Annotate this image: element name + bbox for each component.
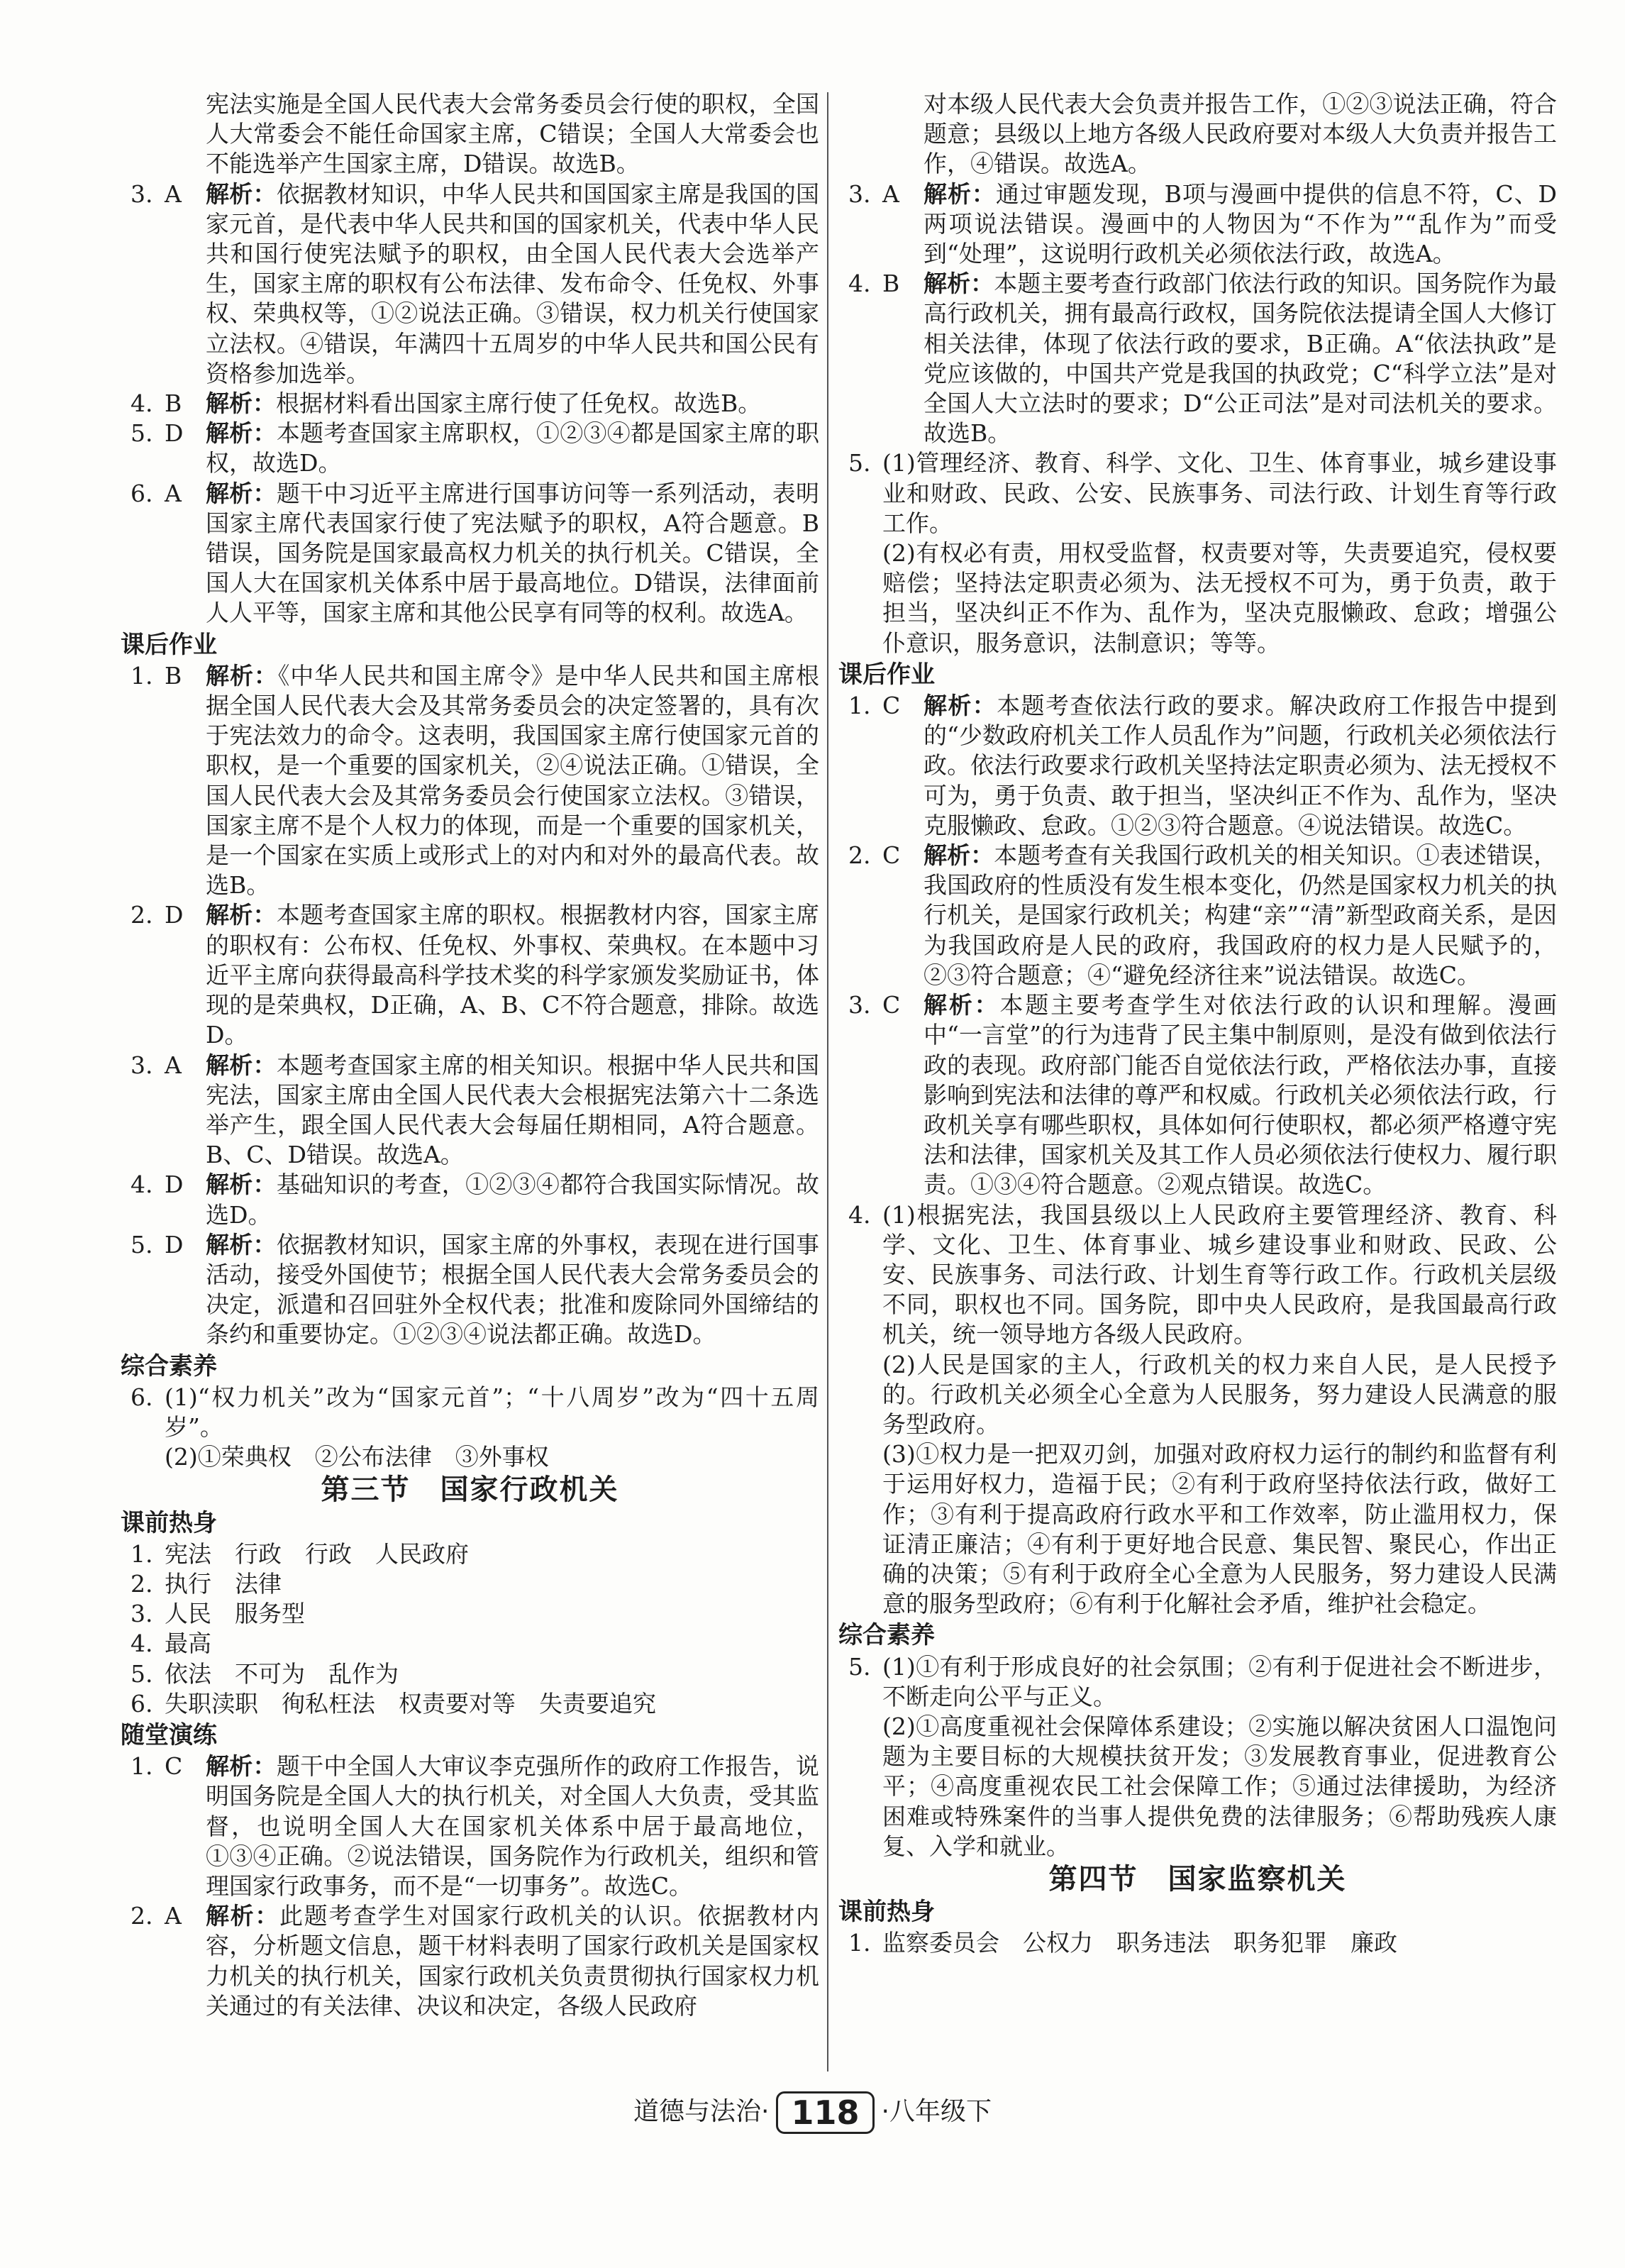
item-number: 6.	[131, 479, 153, 507]
item-text: (1)管理经济、教育、科学、文化、卫生、体育事业，城乡建设事业和财政、民政、公安、民族事务、司法行政、计划生育等行政工作。	[882, 449, 1557, 537]
item-text: 监察委员会 公权力 职务违法 职务犯罪 廉政	[882, 1929, 1397, 1957]
item-text	[206, 1230, 819, 1350]
item-text: (2)有权必有责，用权受监督，权责要对等，失责要追究，侵权要赔偿；坚持法定职责必须为、法无授权不可为，勇于负责，敢于担当，坚决纠正不作为、乱作为，坚决克服懒政、怠政；增强公仆意识，服务意识，法制意识；等等。	[882, 539, 1557, 657]
item-number: 5.	[131, 1659, 153, 1688]
list-item	[838, 1928, 1557, 1958]
item-text: (1)“权力机关”改为“国家元首”；“十八周岁”改为“四十五周岁”。	[165, 1383, 819, 1441]
paragraph: 宪法实施是全国人民代表大会常务委员会行使的职权，全国人大常委会不能任命国家主席，C错误；全国人大常委会也不能选举产生国家主席，D错误。故选B。	[206, 90, 819, 178]
section-heading-homework: 课后作业	[838, 660, 935, 689]
analysis-text: 通过审题发现，B项与漫画中提供的信息不符，C、D两项说法错误。漫画中的人物因为“不作为”“乱作为”而受到“处理”，这说明行政机关必须依法行政，故选A。	[924, 179, 1557, 268]
analysis-text: 本题考查有关我国行政机关的相关知识。①表述错误，我国政府的性质没有发生根本变化，仍然是国家权力机关的执行机关，是国家行政机关；构建“亲”“清”新型政商关系，是因为我国政府是人民的政府，我国政府的权力是人民赋予的，②③符合题意；④“避免经济往来”说法错误。故选C。	[924, 841, 1558, 989]
answer-letter: D	[165, 1171, 184, 1199]
item-number: 2.	[848, 841, 871, 870]
item-number: 3.	[131, 1600, 153, 1628]
item-text	[206, 179, 819, 389]
item-text: 执行 法律	[165, 1569, 282, 1598]
item-number: 1.	[131, 1752, 153, 1781]
answer-letter: B	[165, 661, 182, 690]
item-number: 4.	[131, 1630, 153, 1658]
analysis-label: 解析：	[206, 901, 277, 929]
item-number: 4.	[131, 389, 153, 418]
answer-letter: D	[165, 1230, 184, 1259]
analysis-text: 本题主要考查行政部门依法行政的知识。国务院作为最高行政机关，拥有最高行政权，国务院依法提请全国人大修订相关法律，体现了依法行政的要求，B正确。A“依法执政”是党应该做的，中国共产党是我国的执政党；C“科学立法”是对全国人大立法时的要求；D“公正司法”是对司法机关的要求。故选B。	[924, 270, 1558, 448]
item-number: 4.	[848, 1200, 871, 1229]
list-item	[121, 419, 819, 478]
item-text	[206, 1901, 819, 2021]
item-number: 3.	[848, 991, 871, 1019]
footer-subject: 道德与法治·	[633, 2097, 770, 2126]
item-number: 6.	[131, 1383, 153, 1411]
analysis-label: 解析：	[924, 991, 1000, 1019]
answer-letter: A	[165, 1902, 182, 1930]
analysis-text: 根据材料看出国家主席行使了任免权。故选B。	[276, 389, 762, 418]
item-text: 失职渎职 徇私枉法 权责要对等 失责要追究	[165, 1689, 656, 1717]
answer-letter: C	[882, 841, 901, 870]
answer-letter: A	[165, 1051, 182, 1079]
analysis-text: 本题考查国家主席职权，①②③④都是国家主席的职权，故选D。	[206, 419, 820, 477]
item-text: (2)①荣典权 ②公布法律 ③外事权	[165, 1443, 549, 1471]
analysis-text: 《中华人民共和国主席令》是中华人民共和国主席根据全国人民代表大会及其常务委员会的决定签署的，具有次于宪法效力的命令。这表明，我国国家主席行使国家元首的职权，是一个重要的国家机关，②④说法正确。①错误，全国人民代表大会及其常务委员会行使国家立法权。③错误，国家主席不是个人权力的体现，而是一个重要的国家机关，是一个国家在实质上或形式上的对内和对外的最高代表。故选B。	[206, 661, 820, 900]
list-item	[121, 1689, 819, 1719]
item-number: 5.	[848, 449, 871, 477]
item-number: 4.	[848, 270, 871, 298]
item-text	[206, 1170, 819, 1229]
item-text	[206, 479, 819, 629]
analysis-text: 依据教材知识，中华人民共和国国家主席是我国的国家元首，是代表中华人民共和国的国家机关，代表中华人民共和国行使宪法赋予的职权，由全国人民代表大会选举产生，国家主席的职权有公布法律、发布命令、任免权、外事权、荣典权等，①②说法正确。③错误，权力机关行使国家立法权。④错误，年满四十五周岁的中华人民共和国公民有资格参加选举。	[206, 179, 820, 387]
list-item	[121, 661, 819, 901]
item-text	[206, 661, 819, 901]
list-item	[121, 479, 819, 629]
item-number: 1.	[131, 1539, 153, 1568]
answer-letter: B	[165, 389, 182, 418]
section-heading-practice: 随堂演练	[121, 1720, 217, 1749]
list-item	[838, 990, 1557, 1200]
item-text: (1)根据宪法，我国县级以上人民政府主要管理经济、教育、科学、文化、卫生、体育事业、城乡建设事业和财政、民政、公安、民族事务、司法行政、计划生育等行政工作。行政机关层级不同，职权也不同。国务院，即中央人民政府，是我国最高行政机关，统一领导地方各级人民政府。	[882, 1200, 1557, 1349]
answer-letter: D	[165, 901, 184, 929]
answer-letter: D	[165, 419, 184, 448]
item-text	[206, 900, 819, 1050]
analysis-label: 解析：	[924, 270, 994, 298]
analysis-text: 依据教材知识，国家主席的外事权，表现在进行国事活动，接受外国使节；根据全国人民代表大会常务委员会的决定，派遣和召回驻外全权代表；批准和废除同外国缔结的条约和重要协定。①②③④说法都正确。故选D。	[206, 1230, 820, 1349]
item-number: 3.	[131, 1051, 153, 1079]
item-text: (3)①权力是一把双刃剑，加强对政府权力运行的制约和监督有利于运用好权力，造福于民；②有利于政府坚持依法行政，做好工作；③有利于提高政府行政水平和工作效率，防止滥用权力，保证清正廉洁；④有利于更好地合民意、集民智、聚民心，作出正确的决策；⑤有利于政府全心全意为人民服务，努力建设人民满意的服务型政府；⑥有利于化解社会矛盾，维护社会稳定。	[882, 1440, 1557, 1618]
list-item	[121, 1383, 819, 1442]
paragraph: 对本级人民代表大会负责并报告工作，①②③说法正确，符合题意；县级以上地方各级人民政府要对本级人大负责并报告工作，④错误。故选A。	[924, 90, 1557, 178]
list-item	[121, 1051, 819, 1171]
item-text: (1)①有利于形成良好的社会氛围；②有利于促进社会不断进步，不断走向公平与正义。	[882, 1652, 1557, 1710]
item-number: 2.	[131, 1569, 153, 1598]
item-number: 1.	[848, 1929, 871, 1957]
analysis-label: 解析：	[924, 179, 996, 208]
list-item	[121, 1752, 819, 1901]
item-text	[206, 389, 819, 419]
page-number: 118	[776, 2091, 874, 2134]
section-heading-warmup: 课前热身	[121, 1508, 217, 1537]
list-item	[121, 179, 819, 389]
list-item	[121, 1230, 819, 1350]
list-item	[121, 389, 819, 419]
analysis-label: 解析：	[206, 1752, 277, 1781]
analysis-label: 解析：	[206, 1171, 277, 1199]
list-item	[838, 691, 1557, 841]
column-divider	[827, 92, 828, 2071]
item-text	[924, 269, 1557, 448]
left-column	[121, 89, 819, 2021]
analysis-text: 本题考查依法行政的要求。解决政府工作报告中提到的“少数政府机关工作人员乱作为”问题，行政机关必须依法行政。依法行政要求行政机关坚持法定职责必须为、法无授权不可为，勇于负责、敢于担当，坚决纠正不作为、乱作为，坚决克服懒政、怠政。①②③符合题意。④说法错误。故选C。	[924, 692, 1558, 839]
analysis-text: 本题考查国家主席的职权。根据教材内容，国家主席的职权有：公布权、任免权、外事权、荣典权。在本题中习近平主席向获得最高科学技术奖的科学家颁发奖励证书，体现的是荣典权，D正确，A、B、C不符合题意，排除。故选D。	[206, 901, 820, 1049]
item-text: 人民 服务型	[165, 1600, 305, 1628]
section-heading-warmup: 课前热身	[838, 1898, 935, 1927]
analysis-label: 解析：	[206, 479, 277, 507]
item-number: 6.	[131, 1689, 153, 1717]
list-item	[121, 1901, 819, 2021]
item-number: 4.	[131, 1171, 153, 1199]
item-text	[924, 179, 1557, 270]
section-title-3: 第三节 国家行政机关	[321, 1473, 619, 1507]
analysis-label: 解析：	[206, 1051, 277, 1079]
item-text	[924, 691, 1557, 841]
answer-letter: A	[165, 179, 182, 208]
item-number: 2.	[131, 1902, 153, 1930]
analysis-label: 解析：	[206, 389, 276, 418]
analysis-text: 基础知识的考查，①②③④都符合我国实际情况。故选D。	[206, 1171, 820, 1229]
list-item	[121, 1599, 819, 1629]
answer-letter: A	[165, 479, 182, 507]
section-heading-comprehensive: 综合素养	[838, 1621, 935, 1650]
list-item	[838, 179, 1557, 270]
item-text	[924, 990, 1557, 1200]
item-text: 宪法 行政 行政 人民政府	[165, 1539, 469, 1568]
list-item	[121, 1170, 819, 1229]
analysis-text: 题干中全国人大审议李克强所作的政府工作报告，说明国务院是全国人大的执行机关，对全国人大负责，受其监督，也说明全国人大在国家机关体系中居于最高地位，①③④正确。②说法错误，国务院作为行政机关，组织和管理国家行政事务，而不是“一切事务”。故选C。	[206, 1752, 820, 1900]
list-item	[121, 1629, 819, 1659]
analysis-text: 本题主要考查学生对依法行政的认识和理解。漫画中“一言堂”的行为违背了民主集中制原则，是没有做到依法行政的表现。政府部门能否自觉依法行政，严格依法办事，直接影响到宪法和法律的尊严和权威。行政机关必须依法行政，行政机关享有哪些职权，具体如何行使职权，都必须严格遵守宪法和法律，国家机关及其工作人员必须依法行使权力、履行职责。①③④符合题意。②观点错误。故选C。	[924, 991, 1557, 1199]
item-text: (2)①高度重视社会保障体系建设；②实施以解决贫困人口温饱问题为主要目标的大规模扶贫开发；③发展教育事业，促进教育公平；④高度重视农民工社会保障工作；⑤通过法律援助，为经济困难或特殊案件的当事人提供免费的法律服务；⑥帮助残疾人康复、入学和就业。	[882, 1712, 1557, 1860]
item-number: 3.	[848, 179, 871, 208]
list-item	[838, 448, 1557, 538]
analysis-label: 解析：	[206, 1902, 279, 1930]
list-item	[121, 900, 819, 1050]
item-number: 5.	[131, 1230, 153, 1259]
analysis-text: 本题考查国家主席的相关知识。根据中华人民共和国宪法，国家主席由全国人民代表大会根据宪法第六十二条选举产生，跟全国人民代表大会每届任期相同，A符合题意。B、C、D错误。故选A。	[206, 1051, 820, 1169]
item-number: 3.	[131, 179, 153, 208]
item-text	[206, 1752, 819, 1901]
item-number: 1.	[848, 692, 871, 720]
analysis-label: 解析：	[206, 661, 278, 690]
section-heading-comprehensive: 综合素养	[121, 1351, 217, 1381]
footer-grade: ·八年级下	[881, 2097, 992, 2126]
answer-letter: C	[165, 1752, 183, 1781]
list-item	[121, 1569, 819, 1599]
list-item	[838, 269, 1557, 448]
list-item	[121, 1539, 819, 1569]
item-number: 5.	[848, 1652, 871, 1681]
list-item	[121, 1659, 819, 1689]
section-title-4: 第四节 国家监察机关	[1048, 1862, 1347, 1896]
item-number: 2.	[131, 901, 153, 929]
analysis-text: 题干中习近平主席进行国事访问等一系列活动，表明国家主席代表国家行使了宪法赋予的职权，A符合题意。B错误，国务院是国家最高权力机关的执行机关。C错误，全国人大在国家机关体系中居于最高地位。D错误，法律面前人人平等，国家主席和其他公民享有同等的权利。故选A。	[206, 479, 820, 627]
analysis-text: 此题考查学生对国家行政机关的认识。依据教材内容，分析题文信息，题干材料表明了国家行政机关是国家权力机关的执行机关，国家行政机关负责贯彻执行国家权力机关通过的有关法律、决议和决定，各级人民政府	[206, 1902, 819, 2020]
page-footer	[0, 2091, 1625, 2134]
right-column	[838, 89, 1557, 1959]
analysis-label: 解析：	[206, 419, 277, 448]
analysis-label: 解析：	[924, 692, 997, 720]
list-item	[838, 841, 1557, 990]
analysis-label: 解析：	[206, 1230, 277, 1259]
item-text: 最高	[165, 1630, 211, 1658]
analysis-label: 解析：	[206, 179, 277, 208]
answer-letter: B	[882, 270, 900, 298]
item-text: (2)人民是国家的主人，行政机关的权力来自人民，是人民授予的。行政机关必须全心全意为人民服务，努力建设人民满意的服务型政府。	[882, 1350, 1557, 1438]
answer-letter: A	[882, 179, 899, 208]
item-text: 依法 不可为 乱作为	[165, 1659, 399, 1688]
analysis-label: 解析：	[924, 841, 994, 870]
item-number: 5.	[131, 419, 153, 448]
list-item	[838, 1652, 1557, 1712]
section-heading-homework: 课后作业	[121, 630, 217, 659]
item-text	[924, 841, 1557, 990]
answer-letter: C	[882, 692, 901, 720]
item-text	[206, 419, 819, 478]
item-number: 1.	[131, 661, 153, 690]
list-item	[838, 1200, 1557, 1350]
item-text	[206, 1051, 819, 1171]
answer-letter: C	[882, 991, 901, 1019]
